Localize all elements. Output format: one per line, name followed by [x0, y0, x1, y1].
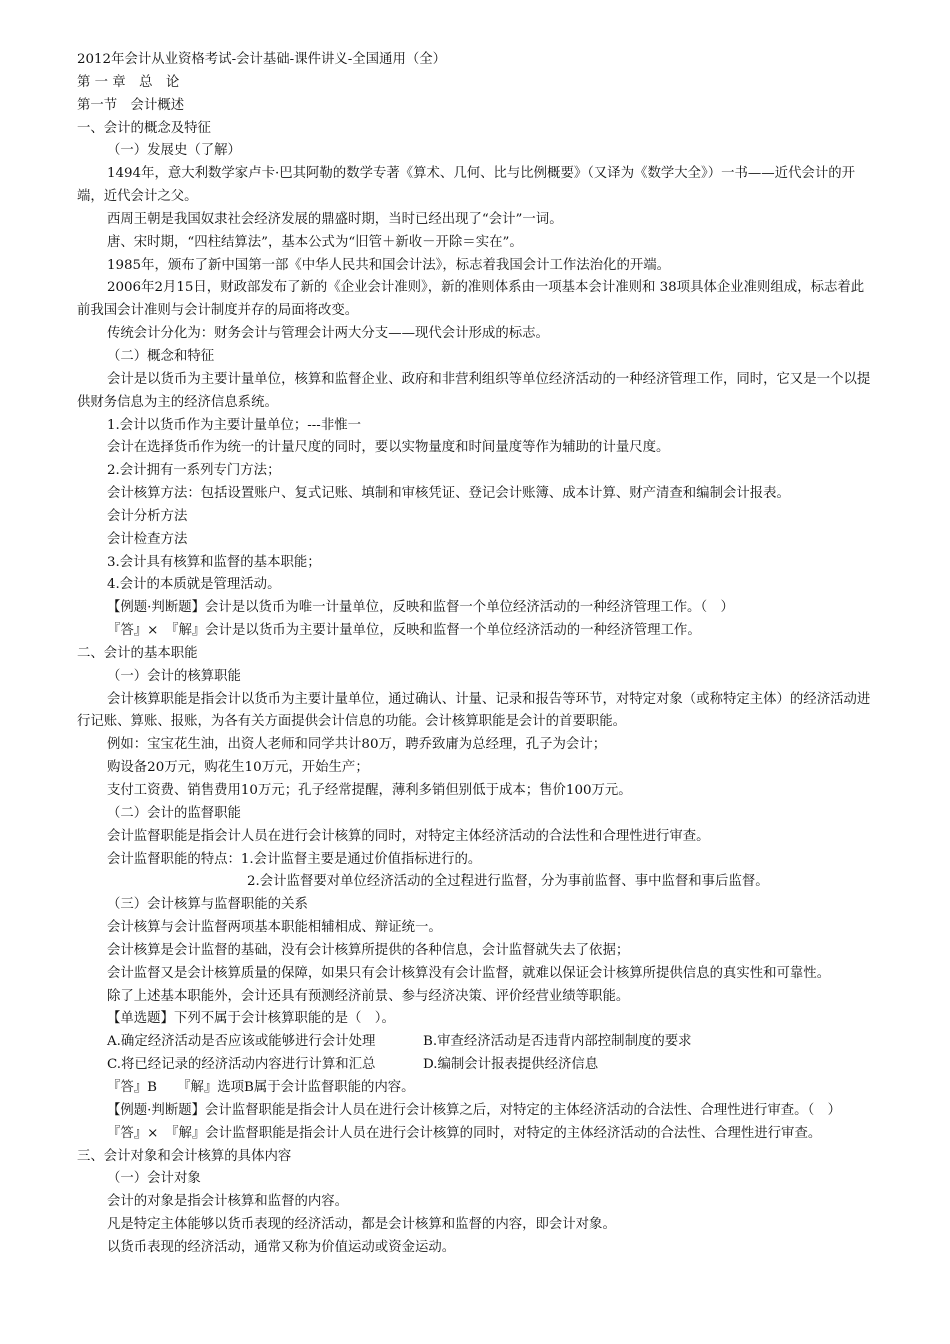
paragraph: 会计检查方法 — [107, 531, 188, 547]
subheading: （一）发展史（了解） — [107, 143, 241, 159]
paragraph: 会计监督职能是指会计人员在进行会计核算的同时，对特定主体经济活动的合法性和合理性进行审查。 — [107, 828, 710, 844]
subheading: （三）会计核算与监督职能的关系 — [107, 897, 308, 913]
paragraph: 会计监督又是会计核算质量的保障，如果只有会计核算没有会计监督，就难以保证会计核算所提供信息的真实性和可靠性。 — [107, 965, 831, 981]
answer: 『答』B 『解』选项B属于会计监督职能的内容。 — [107, 1079, 415, 1095]
paragraph: 1494年，意大利数学家卢卡·巴其阿勒的数学专著《算术、几何、比与比例概要》（又译为《数学大全》）一书——近代会计的开端，近代会计之父。 — [77, 166, 856, 205]
paragraph: 除了上述基本职能外，会计还具有预测经济前景、参与经济决策、评价经营业绩等职能。 — [107, 988, 630, 1004]
paragraph: 3.会计具有核算和监督的基本职能； — [107, 554, 321, 570]
example-question: 【例题·判断题】会计是以货币为唯一计量单位，反映和监督一个单位经济活动的一种经济管理工作。（ ） — [107, 600, 734, 616]
answer: 『答』× 『解』会计监督职能是指会计人员在进行会计核算的同时，对特定的主体经济活动的合法性、合理性进行审查。 — [107, 1125, 822, 1141]
paragraph: 会计的对象是指会计核算和监督的内容。 — [107, 1194, 349, 1210]
paragraph: 4.会计的本质就是管理活动。 — [107, 577, 281, 593]
paragraph: 西周王朝是我国奴隶社会经济发展的鼎盛时期，当时已经出现了“会计”一词。 — [107, 211, 563, 227]
paragraph: 会计核算是会计监督的基础，没有会计核算所提供的各种信息，会计监督就失去了依据； — [107, 942, 630, 958]
paragraph: 传统会计分化为：财务会计与管理会计两大分支——现代会计形成的标志。 — [107, 326, 549, 342]
paragraph: 例如：宝宝花生油，出资人老师和同学共计80万，聘乔致庸为总经理，孔子为会计； — [107, 737, 607, 753]
paragraph: 会计是以货币为主要计量单位，核算和监督企业、政府和非营利组织等单位经济活动的一种经济管理工作，同时，它又是一个以提供财务信息为主的经济信息系统。 — [77, 371, 871, 410]
options-row — [77, 1054, 877, 1077]
paragraph: 会计监督职能的特点：1.会计监督主要是通过价值指标进行的。 — [107, 851, 482, 867]
heading-3: 三、会计对象和会计核算的具体内容 — [77, 1148, 292, 1164]
document-page — [77, 49, 877, 1260]
paragraph: 凡是特定主体能够以货币表现的经济活动，都是会计核算和监督的内容，即会计对象。 — [107, 1217, 616, 1233]
paragraph: 唐、宋时期，“四柱结算法”，基本公式为“旧管＋新收－开除＝实在”。 — [107, 234, 523, 250]
chapter-heading: 第 一 章 总 论 — [77, 74, 180, 90]
option-a: A.确定经济活动是否应该或能够进行会计处理 — [107, 1034, 376, 1050]
single-choice-question: 【单选题】下列不属于会计核算职能的是（ ）。 — [107, 1011, 395, 1027]
subheading: （二）会计的监督职能 — [107, 805, 241, 821]
paragraph: 2.会计拥有一系列专门方法； — [107, 463, 281, 479]
paragraph: 会计核算与会计监督两项基本职能相辅相成、辩证统一。 — [107, 920, 442, 936]
paragraph: 会计核算职能是指会计以货币为主要计量单位，通过确认、计量、记录和报告等环节，对特定对象（或称特定主体）的经济活动进行记账、算账、报账，为各有关方面提供会计信息的功能。会计核算职能是会计的首要职能。 — [77, 691, 871, 730]
heading-1: 一、会计的概念及特征 — [77, 120, 211, 136]
option-b: B.审查经济活动是否违背内部控制制度的要求 — [423, 1034, 692, 1050]
paragraph: 购设备20万元，购花生10万元，开始生产； — [107, 760, 369, 776]
option-d: D.编制会计报表提供经济信息 — [423, 1057, 599, 1073]
paragraph: 1.会计以货币作为主要计量单位；---非惟一 — [107, 417, 361, 433]
subheading: （二）概念和特征 — [107, 348, 215, 364]
paragraph: 以货币表现的经济活动，通常又称为价值运动或资金运动。 — [107, 1239, 456, 1255]
paragraph: 2.会计监督要对单位经济活动的全过程进行监督，分为事前监督、事中监督和事后监督。 — [247, 874, 769, 890]
heading-2: 二、会计的基本职能 — [77, 645, 198, 661]
paragraph: 1985年，颁布了新中国第一部《中华人民共和国会计法》，标志着我国会计工作法治化的开端。 — [107, 257, 671, 273]
option-c: C.将已经记录的经济活动内容进行计算和汇总 — [107, 1057, 376, 1073]
paragraph: 会计在选择货币作为统一的计量尺度的同时，要以实物量度和时间量度等作为辅助的计量尺度。 — [107, 440, 670, 456]
paragraph: 会计分析方法 — [107, 508, 188, 524]
options-row — [77, 1031, 877, 1054]
answer: 『答』× 『解』会计是以货币为主要计量单位，反映和监督一个单位经济活动的一种经济管理工作。 — [107, 623, 701, 639]
doc-title: 2012年会计从业资格考试-会计基础-课件讲义-全国通用（全） — [77, 52, 447, 67]
paragraph: 支付工资费、销售费用10万元；孔子经常提醒，薄利多销但别低于成本；售价100万元。 — [107, 783, 632, 798]
paragraph: 会计核算方法：包括设置账户、复式记账、填制和审核凭证、登记会计账簿、成本计算、财产清查和编制会计报表。 — [107, 486, 790, 502]
subheading: （一）会计对象 — [107, 1171, 201, 1187]
section-heading: 第一节 会计概述 — [77, 97, 185, 113]
example-question: 【例题·判断题】会计监督职能是指会计人员在进行会计核算之后，对特定的主体经济活动的合法性、合理性进行审查。（ ） — [107, 1102, 842, 1118]
paragraph: 2006年2月15日，财政部发布了新的《企业会计准则》，新的准则体系由一项基本会计准则和 38项具体企业准则组成，标志着此前我国会计准则与会计制度并存的局面将改变。 — [77, 280, 865, 319]
subheading: （一）会计的核算职能 — [107, 668, 241, 684]
